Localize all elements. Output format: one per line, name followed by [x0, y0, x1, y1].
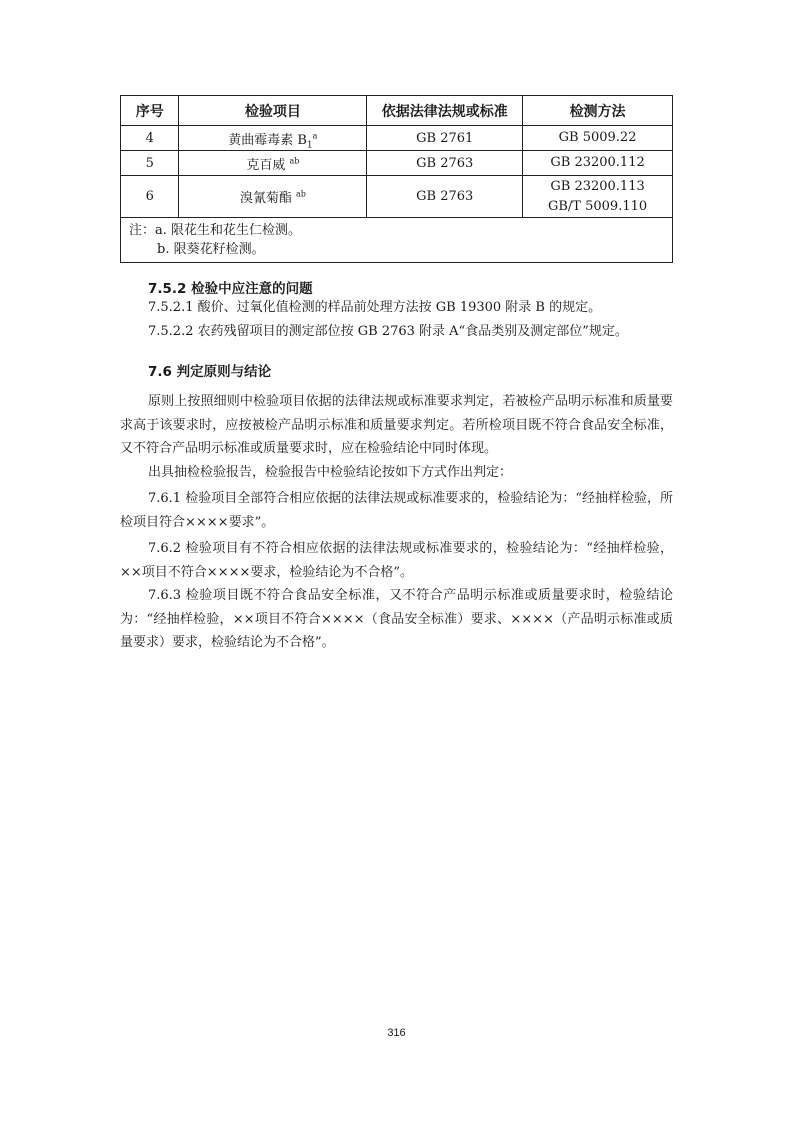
cell-no: 6 [121, 176, 179, 218]
table-header-row [121, 96, 673, 126]
cell-no: 4 [121, 126, 179, 151]
cell-item [179, 151, 367, 176]
section-76-heading: 7.6 判定原则与结论 [148, 364, 272, 380]
cell-item [179, 126, 367, 151]
header-item: 检验项目 [179, 96, 367, 126]
table-row [121, 176, 673, 218]
method-line: GB 5009.22 [558, 130, 637, 145]
table-row [121, 126, 673, 151]
table-row [121, 151, 673, 176]
table-notes [121, 218, 673, 263]
paragraph-7522: 7.5.2.2 农药残留项目的测定部位按 GB 2763 附录 A“食品类别及测定部位”规定。 [148, 324, 628, 339]
paragraph-principle: 原则上按照细则中检验项目依据的法律法规或标准要求判定，若被检产品明示标准和质量要求高于该要求时，应按被检产品明示标准和质量要求判定。若所检项目既不符合食品安全标准，又不符合产品明示标准或质量要求时，应在检验结论中同时体现。 [120, 394, 673, 456]
method-line: GB 23200.112 [550, 155, 645, 170]
paragraph-762: 7.6.2 检验项目有不符合相应依据的法律法规或标准要求的，检验结论为：“经抽样检验，××项目不符合××××要求，检验结论为不合格”。 [120, 541, 673, 580]
page-number: 316 [387, 1027, 406, 1039]
cell-method [523, 151, 673, 176]
table-notes-row [121, 218, 673, 263]
item-name: 黄曲霉毒素 B [228, 132, 307, 148]
cell-item [179, 176, 367, 218]
item-footnote-mark: ab [295, 189, 306, 199]
item-subscript: 1 [306, 140, 313, 151]
header-method: 检测方法 [523, 96, 673, 126]
item-footnote-mark: a [312, 131, 318, 141]
section-752-heading: 7.5.2 检验中应注意的问题 [148, 281, 313, 297]
inspection-items-table [120, 95, 673, 263]
paragraph-763: 7.6.3 检验项目既不符合食品安全标准，又不符合产品明示标准或质量要求时，检验结论为：“经抽样检验，××项目不符合××××（食品安全标准）要求、××××（产品明示标准或质量要求）要求，检验结论为不合格”。 [120, 588, 673, 650]
item-footnote-mark: ab [289, 156, 300, 166]
cell-standard: GB 2763 [367, 176, 523, 218]
item-name: 克百威 [246, 157, 286, 173]
note-a: 注：a. 限花生和花生仁检测。 [129, 223, 302, 238]
method-line: GB/T 5009.110 [547, 198, 648, 214]
cell-standard: GB 2763 [367, 151, 523, 176]
paragraph-761: 7.6.1 检验项目全部符合相应依据的法律法规或标准要求的，检验结论为：“经抽样检验，所检项目符合××××要求”。 [120, 491, 673, 530]
cell-method [523, 176, 673, 218]
header-standard: 依据法律法规或标准 [367, 96, 523, 126]
header-no: 序号 [121, 96, 179, 126]
cell-no: 5 [121, 151, 179, 176]
paragraph-7521: 7.5.2.1 酸价、过氧化值检测的样品前处理方法按 GB 19300 附录 B 的规定。 [148, 300, 602, 315]
paragraph-report: 出具抽检检验报告，检验报告中检验结论按如下方式作出判定： [148, 465, 513, 480]
item-name: 溴氰菊酯 [239, 191, 292, 206]
method-line: GB 23200.113 [550, 178, 645, 194]
note-b: b. 限葵花籽检测。 [157, 242, 265, 257]
cell-standard: GB 2761 [367, 126, 523, 151]
cell-method [523, 126, 673, 151]
